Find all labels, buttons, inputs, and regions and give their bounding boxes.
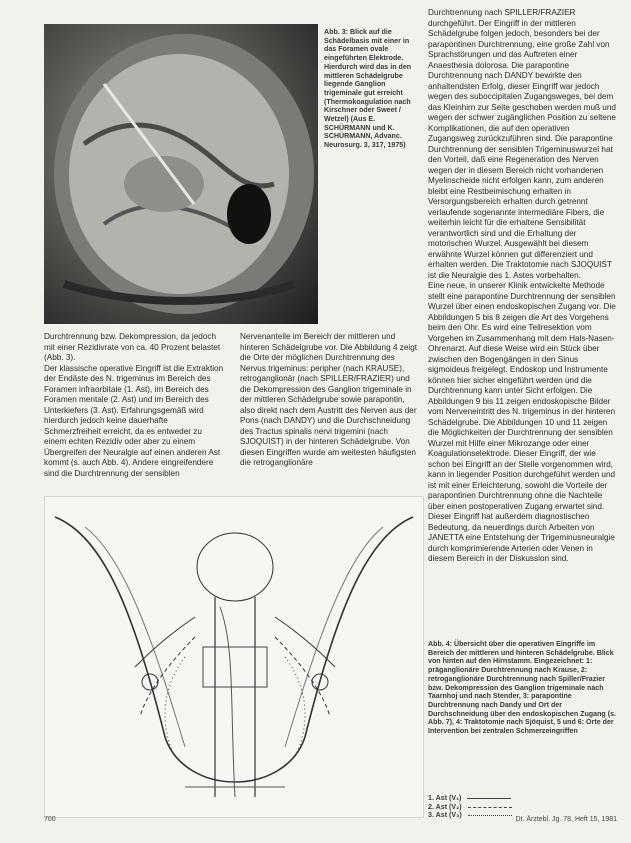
legend-item — [428, 794, 618, 803]
page-number: 700 — [44, 816, 56, 823]
skull-base-photo-drawing — [44, 24, 318, 324]
skull-base-photo — [44, 24, 318, 324]
legend-item — [428, 803, 618, 812]
legend-label: 1. Ast (V₁) — [428, 794, 462, 802]
brainstem-illustration-drawing — [45, 497, 423, 817]
legend-label: 3. Ast (V₃) — [428, 811, 462, 820]
legend-dashed-line — [468, 807, 512, 808]
illustration-caption: Abb. 4: Übersicht über die operativen Eingriffe im Bereich der mittleren und hinteren Schädelgrube. Blick von hinten auf den Hirnstamm. Eingezeichnet: 1: präganglionäre Durchtrennung nach Krause, 2: retroganglionäre Durchtrennung nach Spiller/Frazier bzw. Dekompression des Ganglion trigeminale nach Taarnhoj und nach Stender, 3: parapontine Durchtrennung nach Dandy und Ort der Durchschneidung über den endoskopischen Zugang (s. Abb. 7), 4: Traktotomie nach Sjöquist, 5 und 6: Orte der Intervention bei zentralen Schmerzeingriffen — [428, 640, 617, 736]
right-column-text: Durchtrennung nach SPILLER/FRAZIER durchgeführt. Der Eingriff in der mittleren Schädelgrube folgen jedoch, besonders bei der parapontinen Durchtrennung, eine große Zahl von Sprachstörungen und das Auftreten einer Anaesthesia dolorosa. Die parapontine Durchtrennung nach DANDY bewirkte den anhaltendsten Erfolg, dieser Eingriff war jedoch wegen des suboccipitalen Zugangsweges, bei dem das Kleinhirn zur Seite geschoben werden muß und wegen der schwer zugänglichen Position zu seltene Komplikationen, die auf den operativen Zugangsweg zurückzuführen sind. Die parapontine Durchtrennung der sensiblen Trigeminuswurzel hat den Vorteil, daß eine Regeneration des Nerven wegen der in diesem Bereich nicht vorhandenen Myelinscheide nicht erfolgen kann, zum anderen bleibt eine Restbeimischung erhalten in Versorgungsbereich erhalten durch getrennt verlaufende sogenannte intermediäre Fibers, die weiterhin leicht für die erhaltene Sensibilität verantwortlich sind und die Erhaltung der motorischen Wurzel. Ausgewählt bei diesem erwähnte Wurzel können gut differenziert und erhalten werden. Die Traktotomie nach SJOQUIST ist die Neuralgie des 1. Astes vorbehalten. Eine neue, in unserer Klinik entwickelte Methode stellt eine parapontine Durchtrennung der sensiblen Wurzel über einen endoskopischen Zugang vor. Die Abbildungen 5 bis 8 zeigen die Art des Vorgehens beim den Ohr. Es wird eine Teilresektion vom Vorgehen im Zusammenhang mit dem Hals-Nasen-Ohrenarzt. Auf diese Weise wird ein Stück über zwischen den Bogengängen in den Sinus sigmoideus freigelegt. Endoskop und Instrumente können hier sicher eingeführt werden und die Durchtrennung kann unter Sicht erfolgen. Die Abbildungen 9 bis 11 zeigen endoskopische Bilder vom Nerveneintritt des N. trigeminus in der hinteren Schädelgrube. Die Abbildungen 10 und 11 zeigen die Möglichkeiten der Durchtrennung der sensiblen Wurzel mit Hilfe einer Mikrozange oder einer Koagulationselektrode. Dieser Eingriff, der wie schon bei Eingriff an der Stelle vorgenommen wird, kann in liegender Position durchgeführt werden und ist mit einer Erleichterung, sowohl die Vorteile der parapontinen Durchtrennung ohne die Nachteile über einen postoperativen Zugang erwartet sind. Dieser Eingriff hat außerdem diagnostischen Bedeutung, da neuerdings durch Arbeiten von JANETTA eine Entstehung der Trigeminusneuralgie durch komprimierende Arterien oder Venen in diesem Bereich in der Diskussion sind. — [428, 8, 616, 563]
middle-column-text: Nervenanteile im Bereich der mittleren und hinteren Schädelgrube vor. Die Abbildung 4 zeigt die Orte der möglichen Durchtrennung des Nervus trigeminus: peripher (nach KRAUSE), retroganglionär (nach SPILLER/FRAZIER) und die Dekompression des Ganglion trigeminale in der mittleren Schädelgrube sowie parapontin, also direkt nach dem Austritt des Nerven aus der Pons (nach DANDY) und die Durchschneidung des Tractus spinalis nervi trigemini (nach SJOQUIST) in der hinteren Schädelgrube. Von diesen Eingriffen wurde am weitesten häufigsten die retroganglionäre — [240, 332, 418, 467]
legend-solid-line — [467, 798, 511, 799]
brainstem-illustration — [44, 496, 424, 818]
legend-dotted-line — [468, 815, 512, 816]
photo-caption: Abb. 3: Blick auf die Schädelbasis mit einer in das Foramen ovale eingeführten Elektrode. Hierdurch wird das in den mittleren Schädelgrube liegende Ganglion trigeminale gut erreicht (Thermokoagulation nach Kirschner oder Sweet / Wetzel) (Aus E. SCHÜRMANN und K. SCHÜRMANN, Advanc. Neurosurg. 3, 317, 1975) — [324, 28, 412, 150]
left-column-text: Durchtrennung bzw. Dekompression, da jedoch mit einer Rezidivrate von ca. 40 Prozent belastet (Abb. 3). Der klassische operative Eingriff ist die Extraktion der Endäste des N. trigeminus im Bereich des Foramen infraorbitale (1. Ast), im Bereich des Foramen mentale (2. Ast) und im Bereich des Unterkiefers (3. Ast). Erfahrungsgemäß wird hierdurch jedoch keine dauerhafte Schmerzfreiheit erreicht, da es entweder zu einem echten Rezidiv oder aber zu einem Übergreifen der Neuralgie auf einen anderen Ast kommt (s. auch Abb. 4). Andere eingreifendere sind die Durchtrennung der sensiblen — [44, 332, 224, 478]
journal-footer: Dt. Ärztebl. Jg. 78, Heft 15, 1981 — [515, 816, 617, 823]
legend-label: 2. Ast (V₂) — [428, 802, 462, 811]
